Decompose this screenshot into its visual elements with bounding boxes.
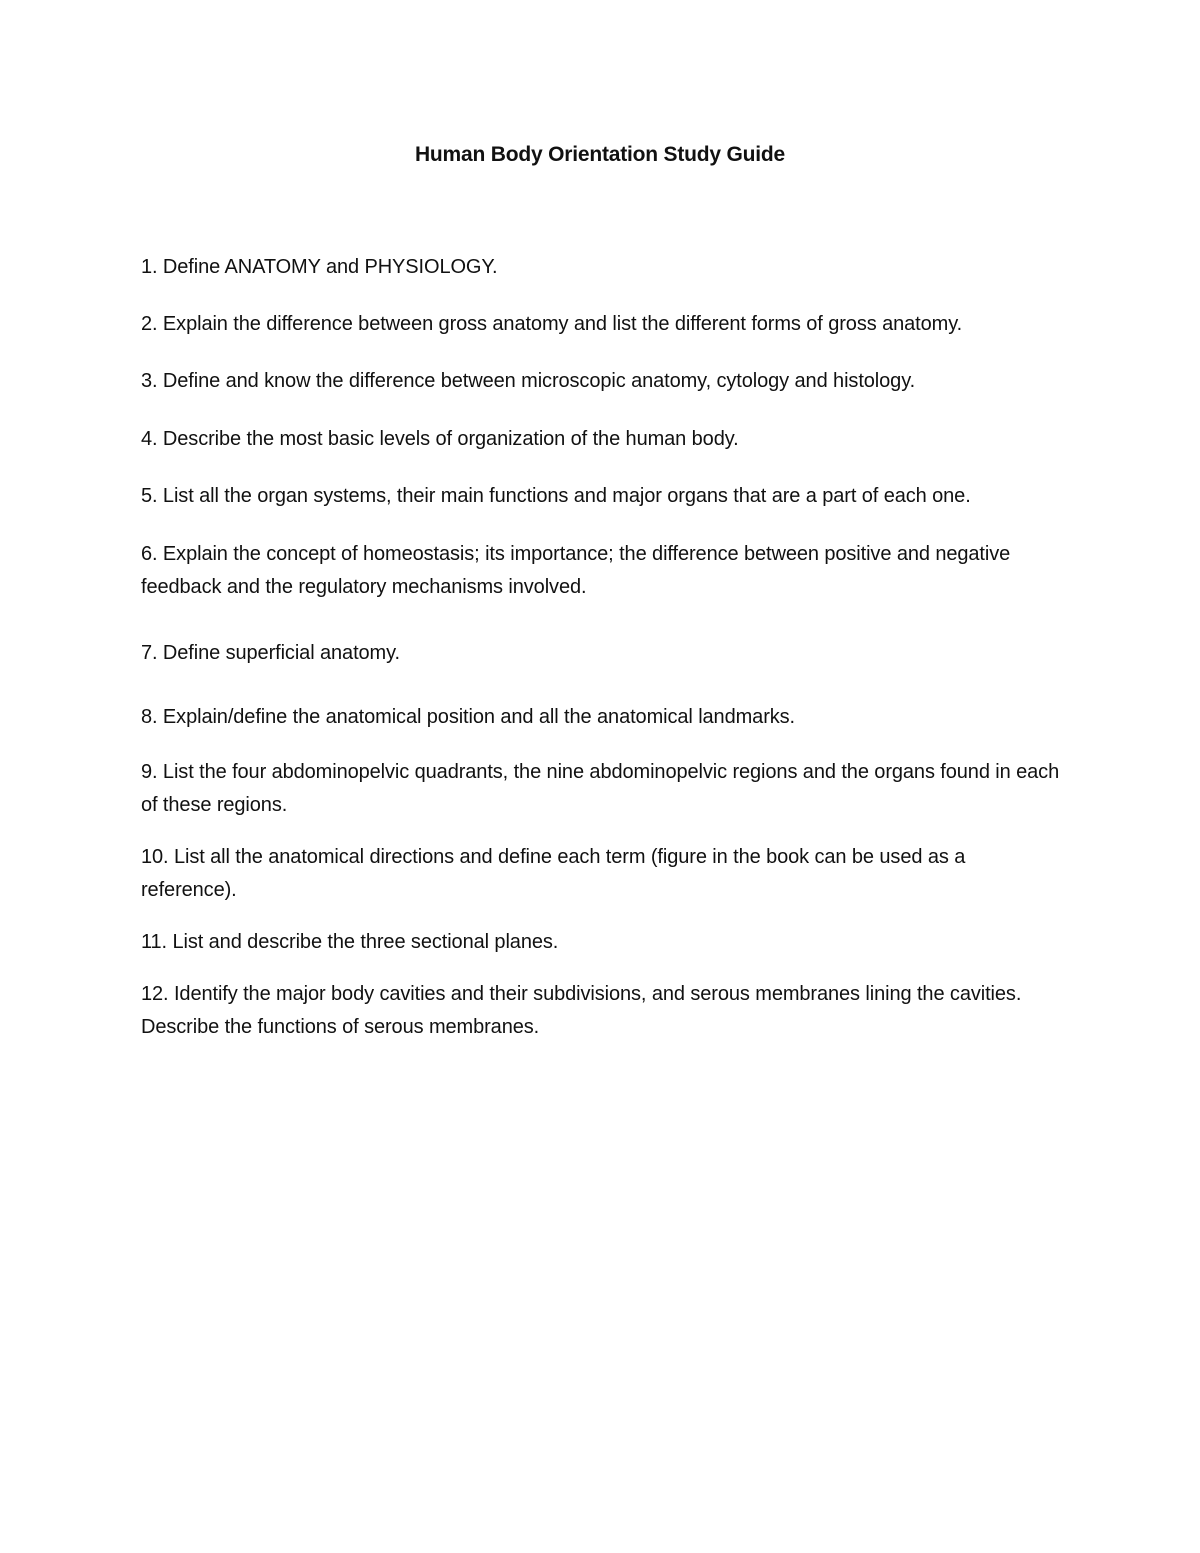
question-3: 3. Define and know the difference between microscopic anatomy, cytology and histology. (141, 370, 916, 392)
question-11: 11. List and describe the three sectional planes. (141, 931, 559, 953)
question-7: 7. Define superficial anatomy. (141, 642, 400, 664)
question-9: 9. List the four abdominopelvic quadrants, the nine abdominopelvic regions and the organs found in each of these regions. (141, 761, 1060, 816)
question-4: 4. Describe the most basic levels of organization of the human body. (141, 428, 739, 450)
question-12: 12. Identify the major body cavities and their subdivisions, and serous membranes lining the cavities. Describe the functions of serous membranes. (141, 983, 1022, 1038)
question-10: 10. List all the anatomical directions and define each term (figure in the book can be used as a reference). (141, 846, 966, 901)
question-2: 2. Explain the difference between gross anatomy and list the different forms of gross anatomy. (141, 313, 963, 335)
question-1: 1. Define ANATOMY and PHYSIOLOGY. (141, 256, 498, 278)
question-5: 5. List all the organ systems, their main functions and major organs that are a part of each one. (141, 485, 971, 507)
question-8: 8. Explain/define the anatomical position and all the anatomical landmarks. (141, 706, 796, 728)
question-6: 6. Explain the concept of homeostasis; its importance; the difference between positive and negative feedback and the regulatory mechanisms involved. (141, 543, 1011, 598)
document-title: Human Body Orientation Study Guide (414, 143, 786, 166)
